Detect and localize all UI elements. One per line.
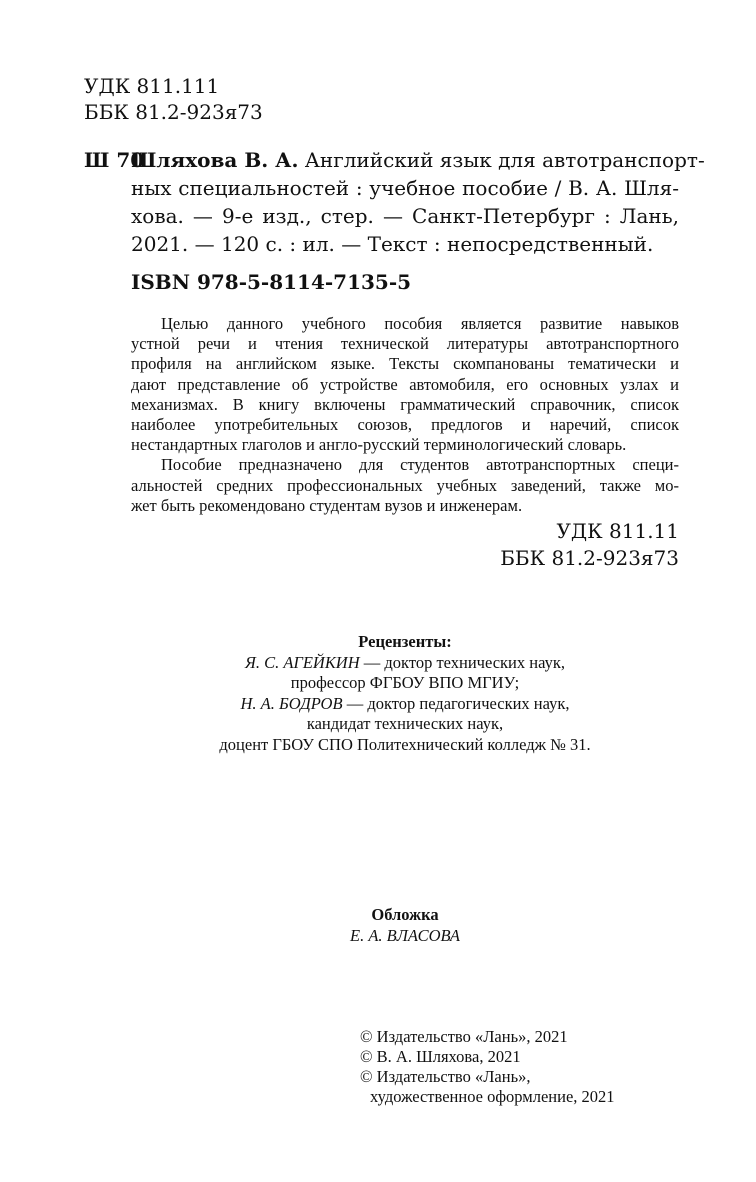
- cover-heading: Обложка: [371, 905, 439, 924]
- bib-line-4: 2021. — 120 с. : ил. — Текст : непосредственный.: [131, 232, 654, 256]
- author-name: Шляхова В. А.: [131, 148, 299, 172]
- reviewer-1: [131, 653, 679, 674]
- bbk-code-repeat: ББК 81.2-923я73: [500, 546, 679, 570]
- cover-artist: Е. А. ВЛАСОВА: [349, 925, 461, 945]
- copyright-design-cont: художественное оформление, 2021: [370, 1087, 615, 1106]
- cover-credit: [131, 905, 679, 946]
- reviewers-block: [131, 632, 679, 755]
- reviewer-2-title: — доктор педагогических наук,: [342, 693, 570, 713]
- abstract-line: Пособие предназначено для студентов автотранспортных специ-: [161, 455, 679, 475]
- reviewer-1-title: — доктор технических наук,: [359, 652, 565, 672]
- reviewer-1-position: профессор ФГБОУ ВПО МГИУ;: [290, 673, 520, 692]
- abstract-line: дают представление об устройстве автомобиля, его основных узлах и: [131, 374, 679, 394]
- udk-code: УДК 811.111: [84, 74, 220, 98]
- abstract-line: механизмах. В книгу включены грамматический справочник, список: [131, 394, 679, 414]
- abstract-line: жет быть рекомендовано студентам вузов и инженерам.: [131, 495, 523, 515]
- copyright-design: © Издательство «Лань»,: [360, 1067, 531, 1086]
- copyright-block: [360, 1027, 615, 1107]
- abstract-line: устной речи и чтения технической литературы автотранспортного: [131, 334, 679, 354]
- copyright-publisher: © Издательство «Лань», 2021: [360, 1027, 568, 1046]
- reviewer-2-degree: кандидат технических наук,: [306, 714, 504, 733]
- bib-title-start: Английский язык для автотранспорт-: [304, 148, 705, 172]
- reviewers-heading: Рецензенты:: [358, 632, 452, 651]
- bib-line-3: хова. — 9-е изд., стер. — Санкт-Петербург : Лань,: [131, 204, 679, 228]
- reviewer-2: [131, 694, 679, 715]
- reviewer-2-name: Н. А. БОДРОВ: [240, 693, 343, 713]
- abstract-line: альностей средних профессиональных учебных заведений, также мо-: [131, 475, 679, 495]
- udk-code-repeat: УДК 811.11: [556, 519, 679, 543]
- isbn: ISBN 978-5-8114-7135-5: [131, 270, 412, 294]
- copyright-author: © В. А. Шляхова, 2021: [360, 1047, 521, 1066]
- reviewer-2-position: доцент ГБОУ СПО Политехнический колледж № 31.: [219, 734, 591, 754]
- bibliographic-record: [131, 148, 705, 260]
- abstract-line: профиля на английском языке. Тексты скомпанованы тематически и: [131, 354, 679, 374]
- abstract: [131, 314, 679, 516]
- abstract-line: наиболее употребительных союзов, предлогов и наречий, список: [131, 415, 679, 435]
- abstract-line: Целью данного учебного пособия является развитие навыков: [161, 314, 679, 333]
- reviewer-1-name: Я. С. АГЕЙКИН: [245, 652, 360, 672]
- bib-line-1: [131, 148, 705, 176]
- abstract-line: нестандартных глаголов и англо-русский терминологический словарь.: [131, 435, 627, 455]
- bbk-code: ББК 81.2-923я73: [84, 100, 263, 124]
- bib-line-2: ных специальностей : учебное пособие / В. А. Шля-: [131, 176, 679, 200]
- author-mark-code: Ш 70: [84, 148, 145, 172]
